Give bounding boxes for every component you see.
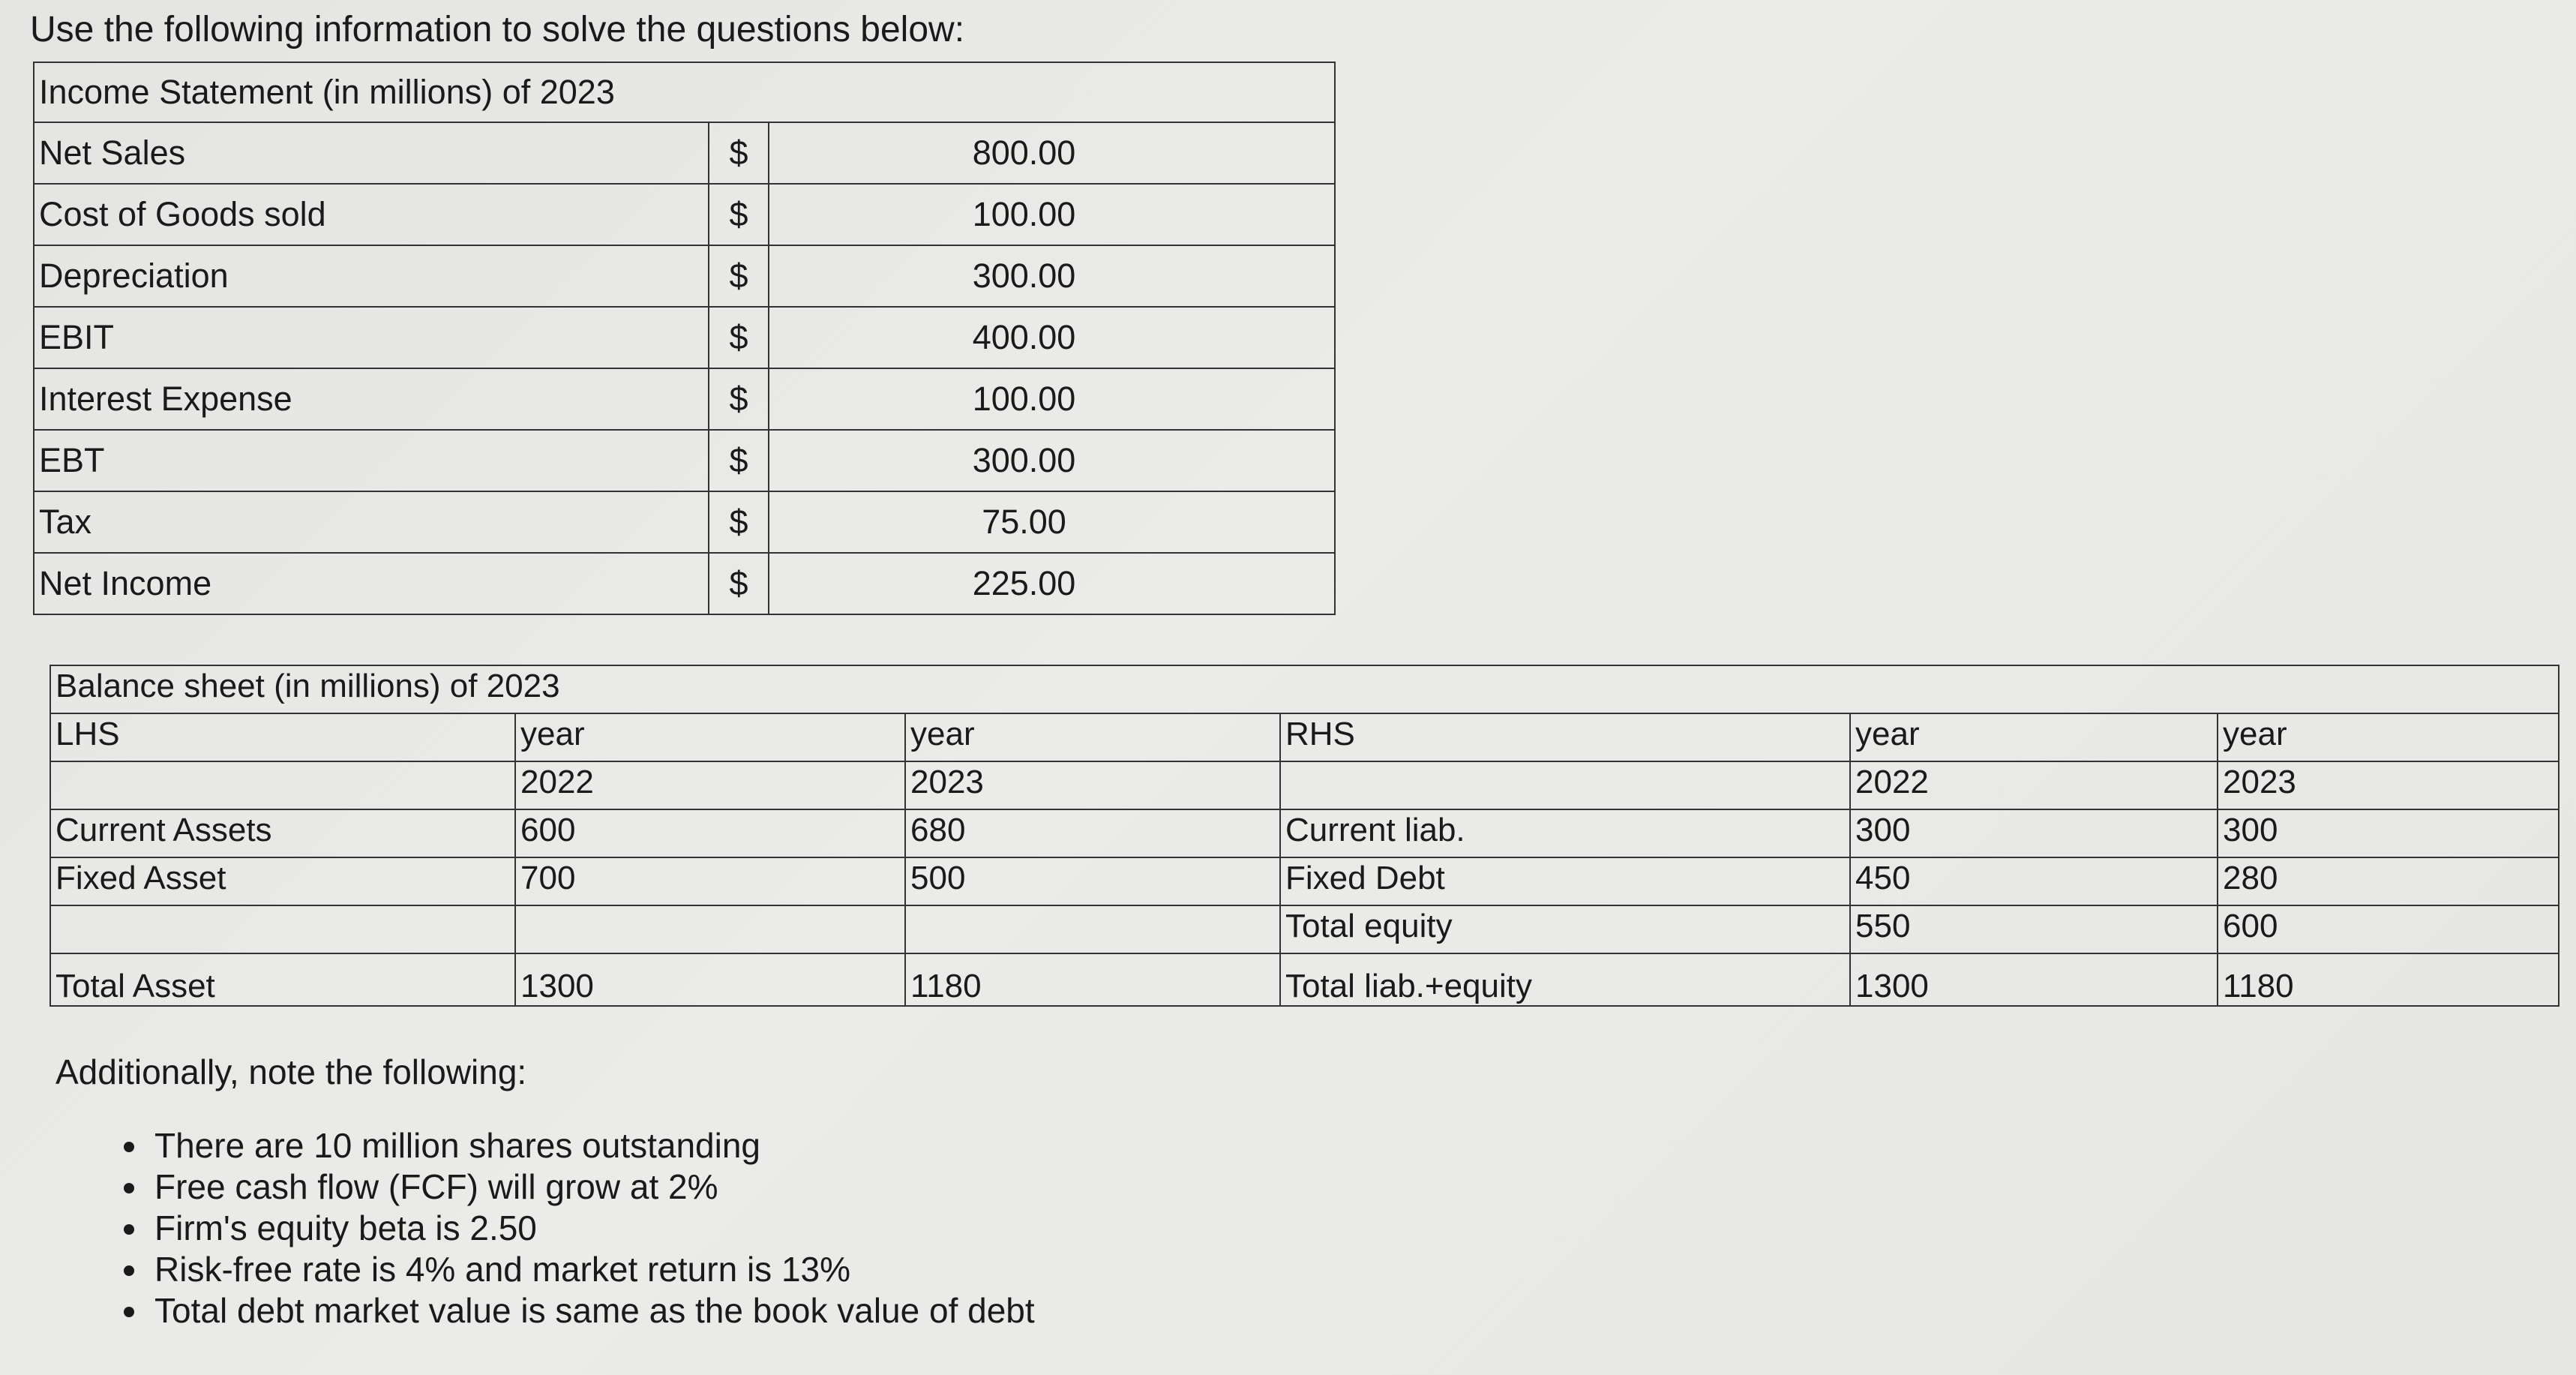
year-value: 2022 (1850, 761, 2218, 809)
row-amount: 300.00 (769, 430, 1335, 491)
list-item: • Risk-free rate is 4% and market return is 13% (150, 1249, 1035, 1290)
lhs-row-label: Total Asset (50, 953, 515, 1006)
empty-cell (50, 761, 515, 809)
rhs-value-2022: 450 (1850, 857, 2218, 905)
balance-title-row (50, 665, 2559, 713)
currency-symbol: $ (709, 553, 769, 614)
rhs-value-2022: 550 (1850, 905, 2218, 953)
table-row (34, 491, 1335, 553)
notes-list (75, 1125, 1035, 1331)
lhs-row-label: Fixed Asset (50, 857, 515, 905)
lhs-row-label: Current Assets (50, 809, 515, 857)
currency-symbol: $ (709, 430, 769, 491)
income-title-row (34, 62, 1335, 122)
lhs-value-2023 (905, 905, 1280, 953)
rhs-label: RHS (1280, 713, 1850, 761)
table-row (50, 713, 2559, 761)
row-label: Interest Expense (34, 368, 709, 430)
row-amount: 800.00 (769, 122, 1335, 184)
row-label: Net Income (34, 553, 709, 614)
row-amount: 300.00 (769, 245, 1335, 307)
lhs-label: LHS (50, 713, 515, 761)
row-label: Net Sales (34, 122, 709, 184)
currency-symbol: $ (709, 368, 769, 430)
table-row (34, 553, 1335, 614)
row-amount: 75.00 (769, 491, 1335, 553)
table-row (50, 905, 2559, 953)
year-header: year (1850, 713, 2218, 761)
list-item: • Firm's equity beta is 2.50 (150, 1208, 1035, 1249)
lhs-value-2022 (515, 905, 905, 953)
currency-symbol: $ (709, 184, 769, 245)
table-row (50, 857, 2559, 905)
row-label: Tax (34, 491, 709, 553)
row-label: Cost of Goods sold (34, 184, 709, 245)
rhs-row-label: Current liab. (1280, 809, 1850, 857)
income-statement-table (33, 62, 1336, 615)
balance-sheet-title: Balance sheet (in millions) of 2023 (50, 665, 2559, 713)
list-item: • Total debt market value is same as the book value of debt (150, 1290, 1035, 1331)
rhs-value-2023: 1180 (2218, 953, 2559, 1006)
lhs-value-2023: 1180 (905, 953, 1280, 1006)
rhs-row-label: Total equity (1280, 905, 1850, 953)
table-row (34, 307, 1335, 368)
rhs-row-label: Total liab.+equity (1280, 953, 1850, 1006)
table-row (34, 122, 1335, 184)
row-amount: 100.00 (769, 368, 1335, 430)
intro-text: Use the following information to solve the questions below: (30, 10, 965, 50)
row-amount: 100.00 (769, 184, 1335, 245)
lhs-value-2022: 700 (515, 857, 905, 905)
year-value: 2022 (515, 761, 905, 809)
table-row (34, 184, 1335, 245)
lhs-value-2023: 680 (905, 809, 1280, 857)
lhs-value-2022: 600 (515, 809, 905, 857)
table-row (50, 761, 2559, 809)
row-label: EBIT (34, 307, 709, 368)
currency-symbol: $ (709, 245, 769, 307)
rhs-value-2023: 280 (2218, 857, 2559, 905)
currency-symbol: $ (709, 307, 769, 368)
year-value: 2023 (2218, 761, 2559, 809)
table-row (34, 368, 1335, 430)
row-label: Depreciation (34, 245, 709, 307)
currency-symbol: $ (709, 122, 769, 184)
table-row (50, 809, 2559, 857)
year-header: year (2218, 713, 2559, 761)
row-amount: 225.00 (769, 553, 1335, 614)
table-row (34, 245, 1335, 307)
rhs-value-2023: 300 (2218, 809, 2559, 857)
rhs-row-label: Fixed Debt (1280, 857, 1850, 905)
list-item: • There are 10 million shares outstanding (150, 1125, 1035, 1166)
row-label: EBT (34, 430, 709, 491)
table-row (34, 430, 1335, 491)
row-amount: 400.00 (769, 307, 1335, 368)
empty-cell (1280, 761, 1850, 809)
lhs-value-2022: 1300 (515, 953, 905, 1006)
balance-sheet-table (49, 665, 2560, 1007)
lhs-value-2023: 500 (905, 857, 1280, 905)
rhs-value-2023: 600 (2218, 905, 2559, 953)
rhs-value-2022: 1300 (1850, 953, 2218, 1006)
income-statement-title: Income Statement (in millions) of 2023 (34, 62, 1335, 122)
table-row (50, 953, 2559, 1006)
year-header: year (515, 713, 905, 761)
list-item: • Free cash flow (FCF) will grow at 2% (150, 1166, 1035, 1208)
currency-symbol: $ (709, 491, 769, 553)
lhs-row-label (50, 905, 515, 953)
year-value: 2023 (905, 761, 1280, 809)
rhs-value-2022: 300 (1850, 809, 2218, 857)
year-header: year (905, 713, 1280, 761)
notes-heading: Additionally, note the following: (55, 1052, 527, 1091)
